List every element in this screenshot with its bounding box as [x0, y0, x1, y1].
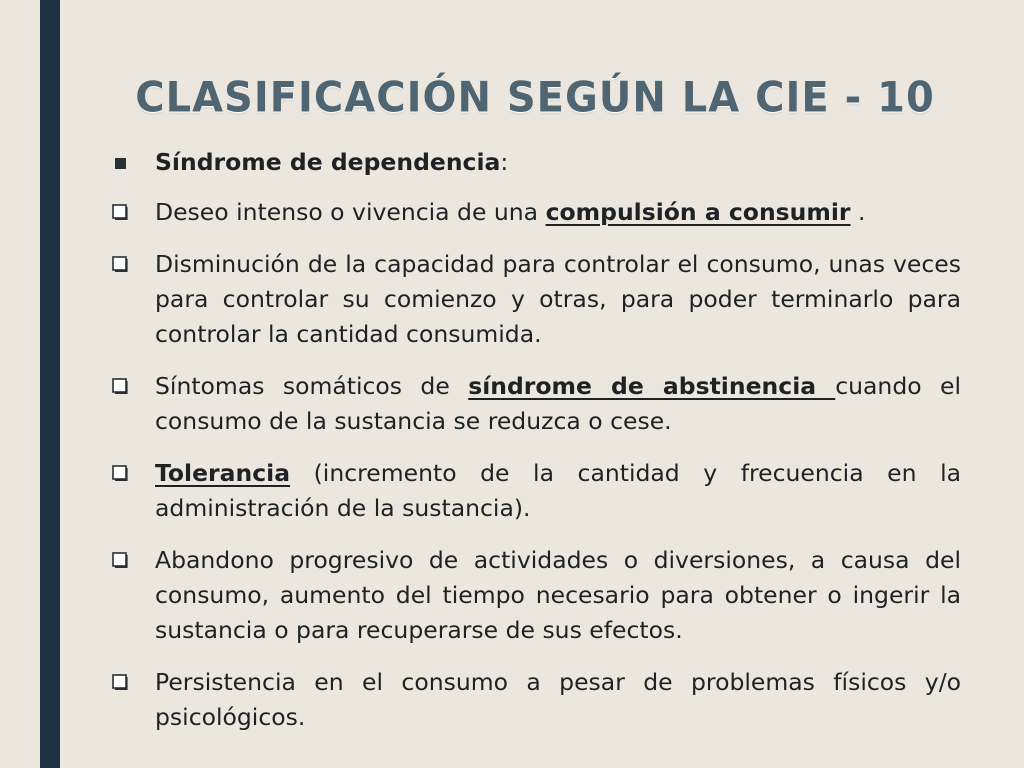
heading-label: Síndrome de dependencia	[155, 148, 501, 176]
slide-content	[155, 145, 961, 735]
item-2-text: Disminución de la capacidad para controlar el consumo, unas veces para controlar su comienzo y otras, para poder terminarlo para controlar la cantidad consumida.	[155, 250, 961, 348]
item-1-emphasis: compulsión a consumir	[545, 198, 851, 226]
checkbox-outline-icon	[112, 674, 128, 690]
list-item	[155, 543, 961, 648]
item-3-emphasis: síndrome de abstinencia	[468, 372, 836, 400]
item-4-emphasis: Tolerancia	[155, 459, 291, 487]
item-1-post: .	[850, 198, 866, 226]
item-6-text: Persistencia en el consumo a pesar de problemas físicos y/o psicológicos.	[155, 668, 961, 731]
slide-title: CLASIFICACIÓN SEGÚN LA CIE - 10	[135, 74, 935, 122]
item-1-pre: Deseo intenso o vivencia de una	[155, 198, 546, 226]
list-item	[155, 247, 961, 352]
list-item	[155, 665, 961, 735]
checkbox-outline-icon	[112, 465, 128, 481]
list-item	[155, 369, 961, 439]
checkbox-outline-icon	[112, 204, 128, 220]
heading-suffix: :	[500, 148, 509, 176]
item-4-post: (incremento de la cantidad y frecuencia en la administración de la sustancia).	[155, 459, 961, 522]
filled-square-icon	[115, 158, 126, 169]
checkbox-outline-icon	[112, 378, 128, 394]
heading-item	[155, 145, 961, 180]
item-3-pre: Síntomas somáticos de	[155, 372, 469, 400]
checkbox-outline-icon	[112, 552, 128, 568]
list-item	[155, 195, 961, 230]
left-accent-bar	[40, 0, 60, 768]
checkbox-outline-icon	[112, 256, 128, 272]
item-3-post: cuando el consumo de la sustancia se reduzca o cese.	[155, 372, 961, 435]
item-5-text: Abandono progresivo de actividades o diversiones, a causa del consumo, aumento del tiempo necesario para obtener o ingerir la sustancia o para recuperarse de sus efectos.	[155, 546, 961, 644]
list-item	[155, 456, 961, 526]
